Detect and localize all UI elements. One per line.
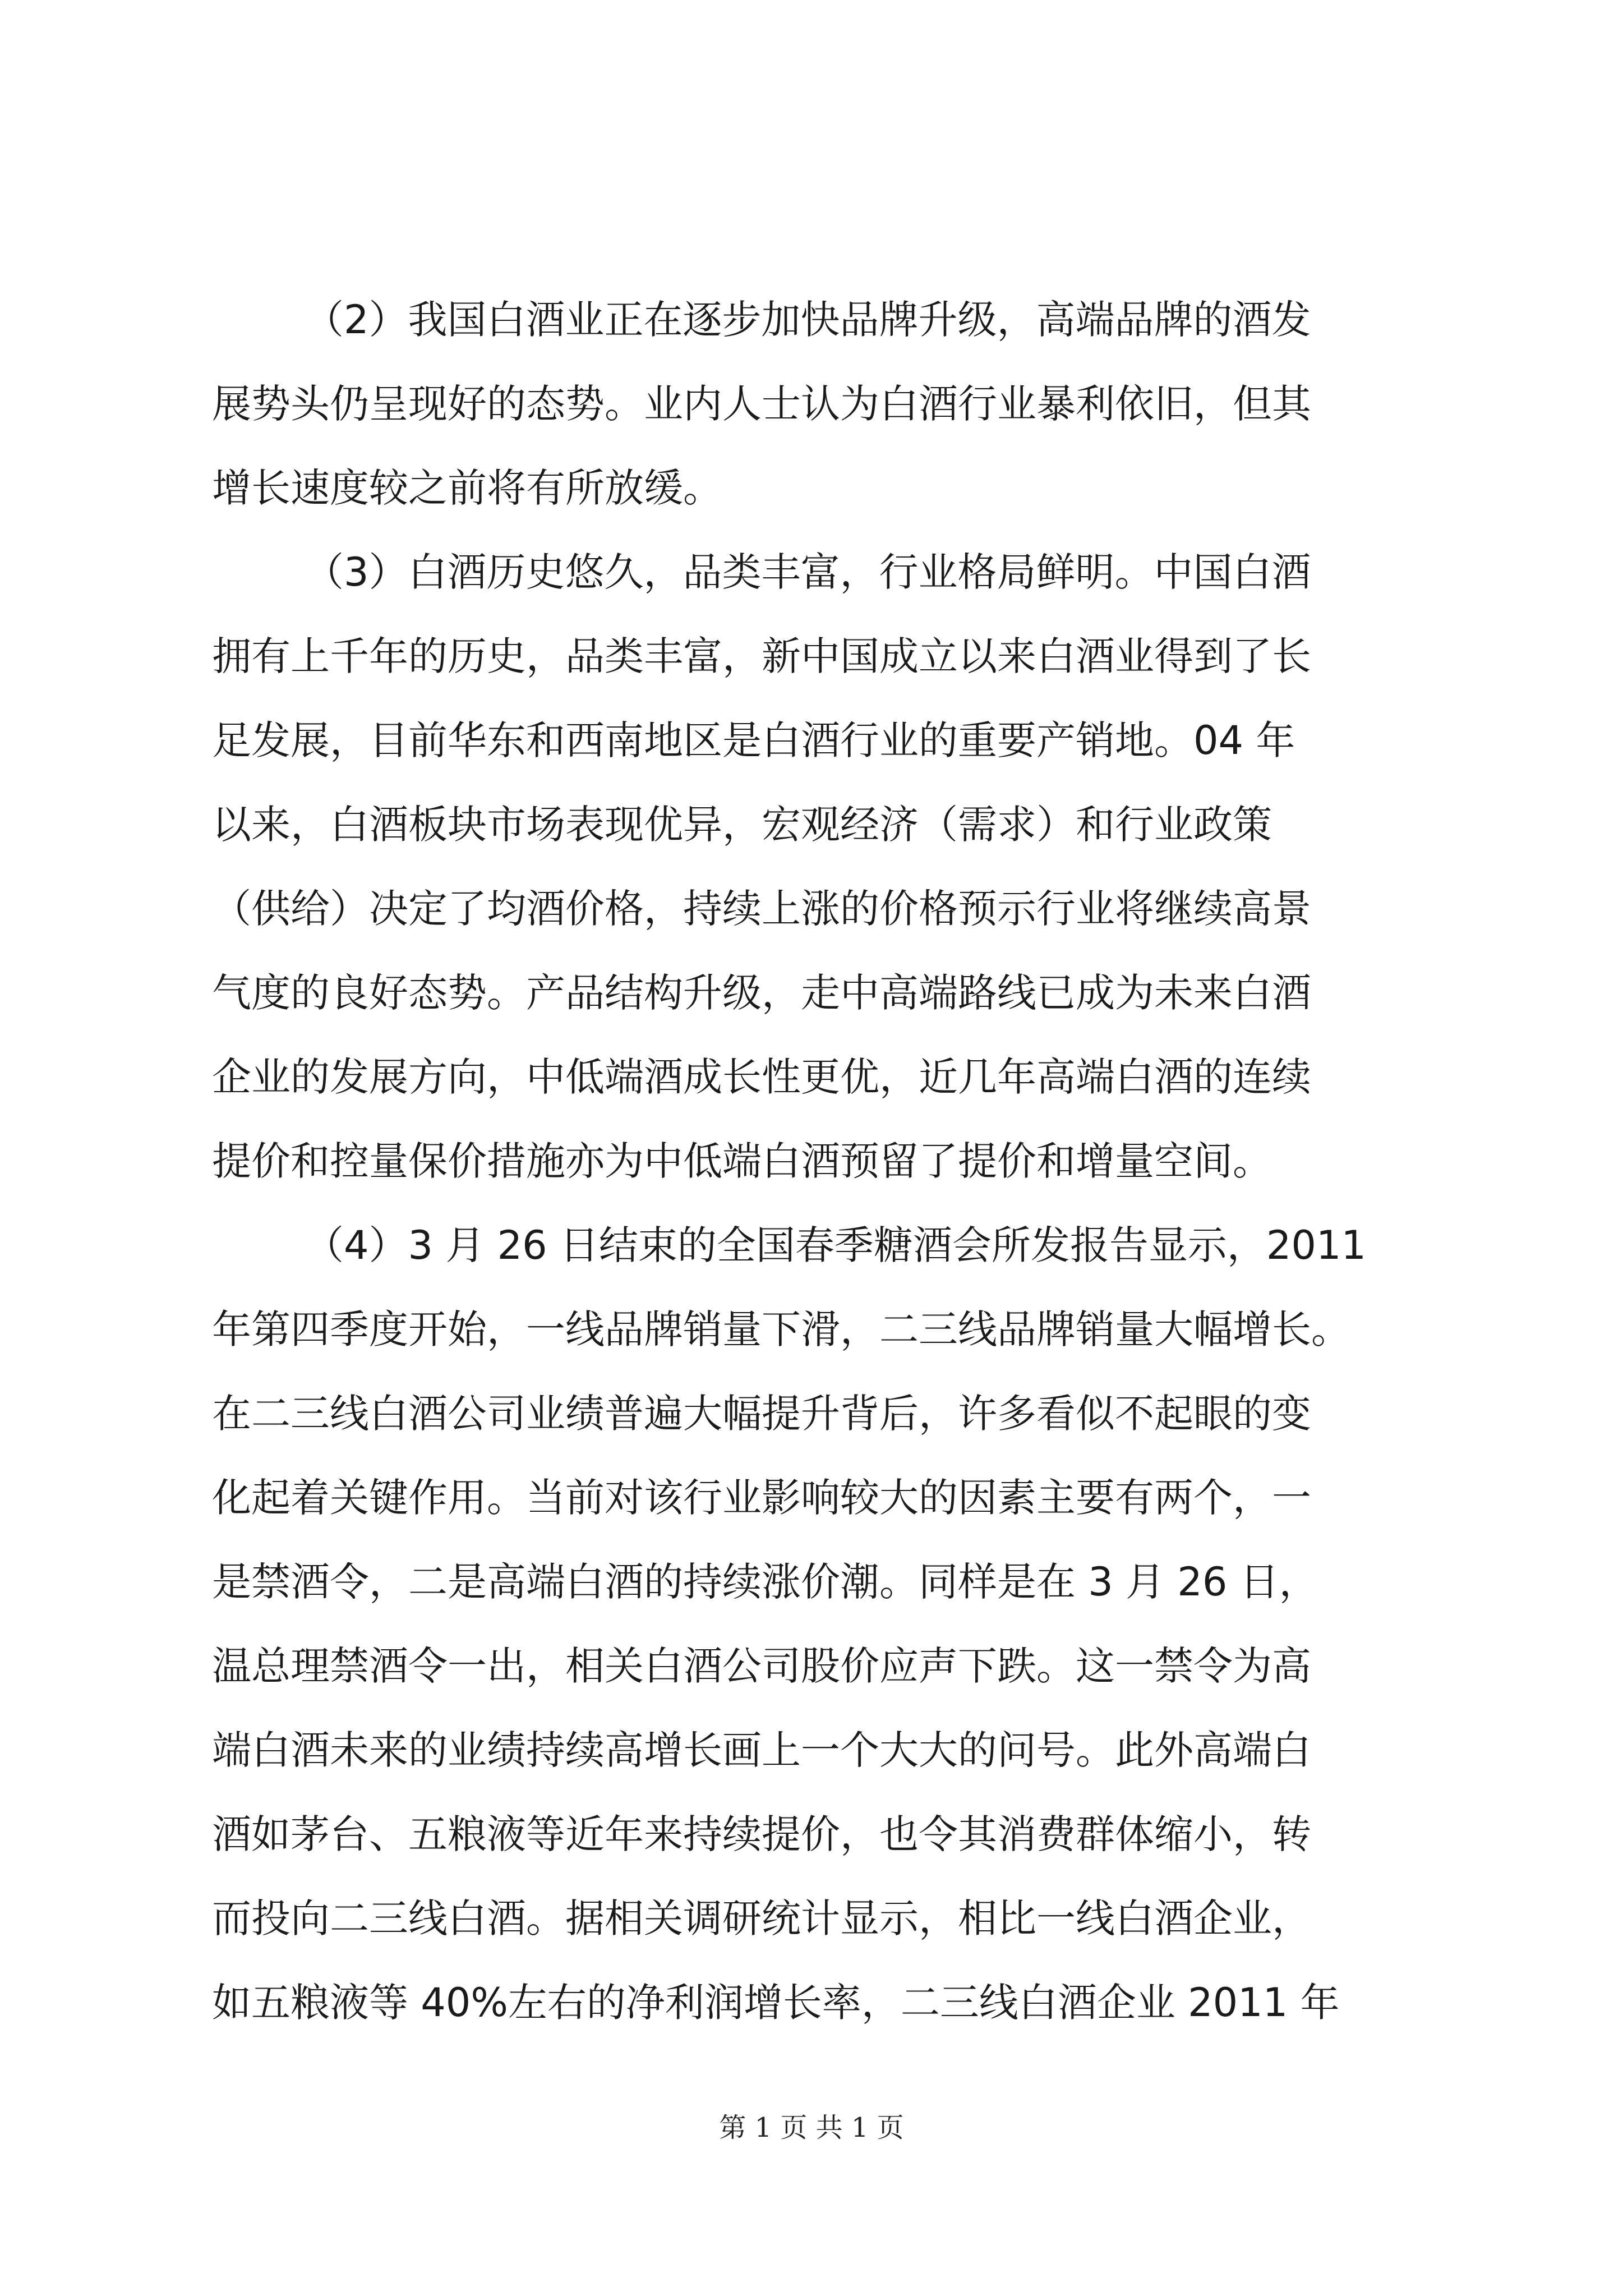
text-line: 是禁酒令，二是高端白酒的持续涨价潮。同样是在 3 月 26 日， — [212, 1559, 1318, 1605]
text-line: 化起着关键作用。当前对该行业影响较大的因素主要有两个，一 — [212, 1475, 1311, 1521]
text-line: （3）白酒历史悠久，品类丰富，行业格局鲜明。中国白酒 — [305, 549, 1311, 595]
text-line: 如五粮液等 40%左右的净利润增长率，二三线白酒企业 2011 年 — [212, 1980, 1340, 2026]
text-line: 端白酒未来的业绩持续高增长画上一个大大的问号。此外高端白 — [212, 1727, 1311, 1773]
text-line: 酒如茅台、五粮液等近年来持续提价，也令其消费群体缩小，转 — [212, 1811, 1311, 1857]
text-line: 拥有上千年的历史，品类丰富，新中国成立以来白酒业得到了长 — [212, 633, 1311, 679]
text-line: 增长速度较之前将有所放缓。 — [212, 465, 722, 511]
text-line: 足发展，目前华东和西南地区是白酒行业的重要产销地。04 年 — [212, 717, 1295, 763]
text-line: 展势头仍呈现好的态势。业内人士认为白酒行业暴利依旧，但其 — [212, 381, 1311, 427]
text-line: （供给）决定了均酒价格，持续上涨的价格预示行业将继续高景 — [212, 886, 1311, 932]
text-line: 温总理禁酒令一出，相关白酒公司股价应声下跌。这一禁令为高 — [212, 1643, 1311, 1689]
text-line: 气度的良好态势。产品结构升级，走中高端路线已成为未来白酒 — [212, 970, 1311, 1016]
page-footer: 第 1 页 共 1 页 — [719, 2112, 904, 2143]
text-line: （2）我国白酒业正在逐步加快品牌升级，高端品牌的酒发 — [305, 297, 1311, 343]
text-line: 提价和控量保价措施亦为中低端白酒预留了提价和增量空间。 — [212, 1138, 1272, 1184]
text-line: 而投向二三线白酒。据相关调研统计显示，相比一线白酒企业， — [212, 1895, 1311, 1941]
text-line: 年第四季度开始，一线品牌销量下滑，二三线品牌销量大幅增长。 — [212, 1306, 1350, 1352]
text-line: （4）3 月 26 日结束的全国春季糖酒会所发报告显示，2011 — [305, 1222, 1367, 1268]
text-line: 企业的发展方向，中低端酒成长性更优，近几年高端白酒的连续 — [212, 1054, 1311, 1100]
text-line: 在二三线白酒公司业绩普遍大幅提升背后，许多看似不起眼的变 — [212, 1391, 1311, 1437]
text-line: 以来，白酒板块市场表现优异，宏观经济（需求）和行业政策 — [212, 802, 1272, 848]
